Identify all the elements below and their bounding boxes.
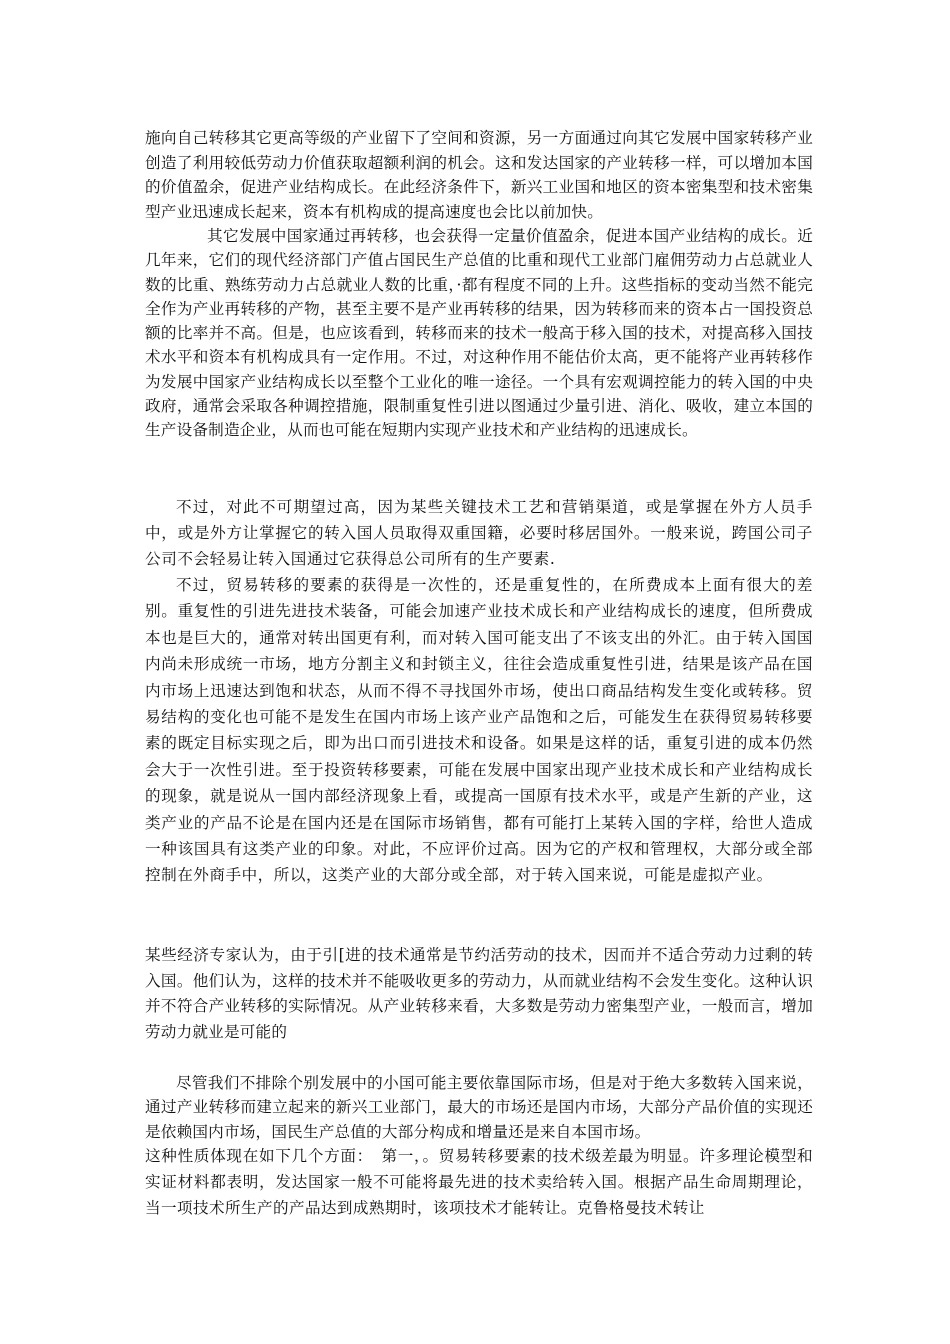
paragraph-retransfer-value-surplus: 其它发展中国家通过再转移，也会获得一定量价值盈余，促进本国产业结构的成长。近几年来，它们的现代经济部门产值占国民生产总值的比重和现代工业部门雇佣劳动力占总就业人数的比重、熟练劳动力占总就业人数的比重，·都有程度不同的上升。这些指标的变动当然不能完全作为产业再转移的产物，甚至主要不是产业再转移的结果，因为转移而来的资本占一国投资总额的比率并不高。但是，也应该看到，转移而来的技术一般高于移入国的技术，对提高移入国技术水平和资本有机构成具有一定作用。不过，对这种作用不能估价太高，更不能将产业再转移作为发展中国家产业结构成长以至整个工业化的唯一途径。一个具有宏观调控能力的转入国的中央政府，通常会采取各种调控措施，限制重复性引进以图通过少量引进、消化、吸收，建立本国的生产设备制造企业，从而也可能在短期内实现产业技术和产业结构的迅速成长。	[145, 227, 813, 440]
paragraph-trade-transfer-cost: 不过，贸易转移的要素的获得是一次性的，还是重复性的，在所费成本上面有很大的差别。重复性的引进先进技术装备，可能会加速产业技术成长和产业结构成长的速度，但所费成本也是巨大的，通常对转出国更有利，而对转入国可能支出了不该支出的外汇。由于转入国国内尚未形成统一市场，地方分割主义和封锁主义，往往会造成重复性引进，结果是该产品在国内市场上迅速达到饱和状态，从而不得不寻找国外市场，使出口商品结构发生变化或转移。贸易结构的变化也可能不是发生在国内市场上该产业产品饱和之后，可能发生在获得贸易转移要素的既定目标实现之后，即为出口而引进技术和设备。如果是这样的话，重复引进的成本仍然会大于一次性引进。至于投资转移要素，可能在发展中国家出现产业技术成长和产业结构成长的现象，就是说从一国内部经济现象上看，或提高一国原有技术水平，或是产生新的产业，这类产业的产品不论是在国内还是在国际市场销售，都有可能打上某转入国的字样，给世人造成一种该国具有这类产业的印象。对此，不应评价过高。因为它的产权和管理权，大部分或全部控制在外商手中，所以，这类产业的大部分或全部，对于转入国来说，可能是虚拟产业。	[145, 576, 813, 885]
paragraph-key-technology-limits: 不过，对此不可期望过高，因为某些关键技术工艺和营销渠道，或是掌握在外方人员手中，或是外方让掌握它的转入国人员取得双重国籍，必要时移居国外。一般来说，跨国公司子公司不会轻易让转入国通过它获得总公司所有的生产要素.	[145, 498, 813, 568]
paragraph-industry-transfer-space: 施向自己转移其它更高等级的产业留下了空间和资源，另一方面通过向其它发展中国家转移产业创造了利用较低劳动力价值获取超额利润的机会。这和发达国家的产业转移一样，可以增加本国的价值盈余，促进产业结构成长。在此经济条件下，新兴工业国和地区的资本密集型和技术密集型产业迅速成长起来，资本有机构成的提高速度也会比以前加快。	[145, 129, 813, 221]
paragraph-employment-structure: 某些经济专家认为，由于引[进的技术通常是节约活劳动的技术，因而并不适合劳动力过剩的转入国。他们认为，这样的技术并不能吸收更多的劳动力，从而就业结构不会发生变化。这种认识并不符合产业转移的实际情况。从产业转移来看，大多数是劳动力密集型产业，一般而言，增加劳动力就业是可能的	[145, 946, 813, 1041]
paragraph-technology-gap: 这种性质体现在如下几个方面： 第一，。贸易转移要素的技术级差最为明显。许多理论模型和实证材料都表明，发达国家一般不可能将最先进的技术卖给转入国。根据产品生命周期理论，当一项技术所生产的产品达到成熟期时，该项技术才能转让。克鲁格曼技术转让	[145, 1147, 813, 1217]
paragraph-domestic-market: 尽管我们不排除个别发展中的小国可能主要依靠国际市场，但是对于绝大多数转入国来说，通过产业转移而建立起来的新兴工业部门，最大的市场还是国内市场，大部分产品价值的实现还是依赖国内市场，国民生产总值的大部分构成和增量还是来自本国市场。	[145, 1074, 813, 1141]
